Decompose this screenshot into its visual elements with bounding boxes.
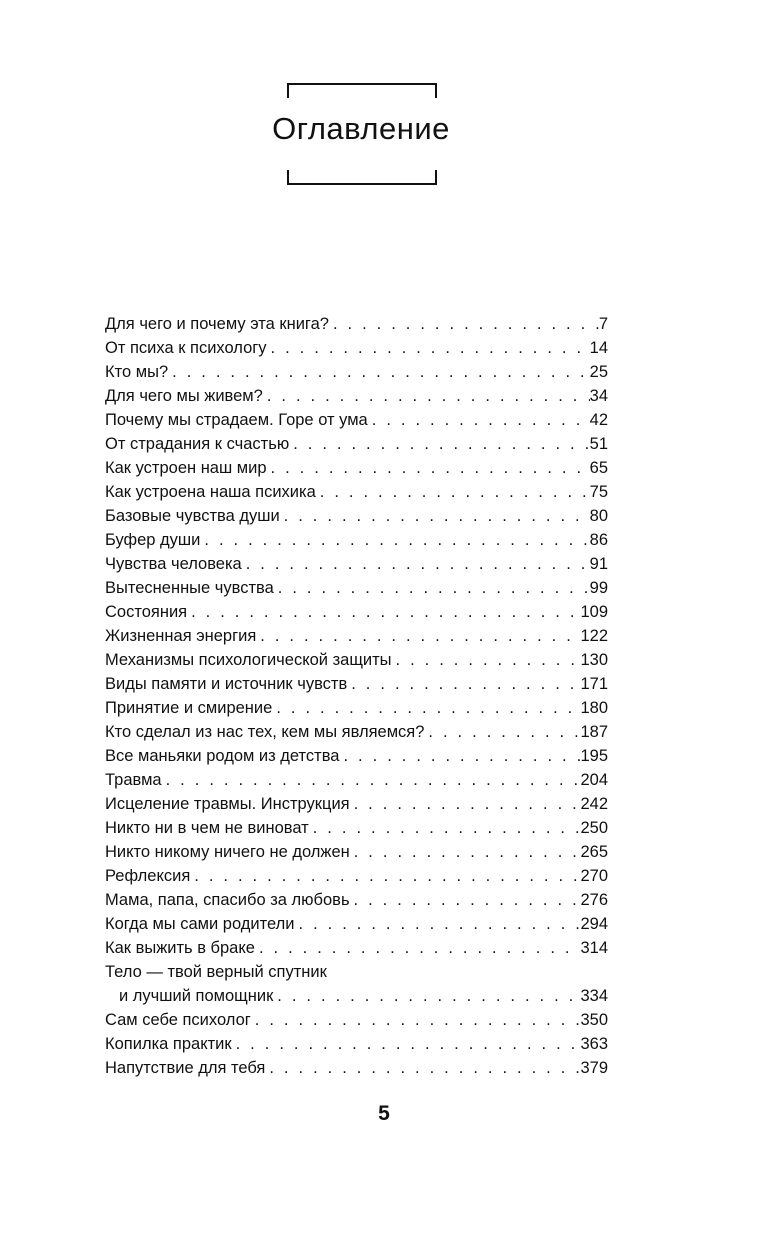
toc-entry	[105, 408, 608, 432]
toc-entry-page: 65	[589, 459, 608, 477]
toc-leader-dots	[280, 504, 590, 528]
toc-leader-dots	[350, 840, 581, 864]
toc-entry-page: 171	[580, 675, 608, 693]
toc-entry	[105, 1032, 608, 1056]
toc-leader-dots	[242, 552, 590, 576]
toc-entry	[105, 936, 608, 960]
page-number: 5	[378, 1102, 390, 1125]
toc-entry-page: 122	[580, 627, 608, 645]
toc-entry-page: 86	[589, 531, 608, 549]
toc-leader-dots	[190, 864, 580, 888]
toc-entry-page: 180	[580, 699, 608, 717]
toc-entry-title: Копилка практик	[105, 1035, 232, 1053]
toc-entry-title: Кто сделал из нас тех, кем мы являемся?	[105, 723, 425, 741]
toc-entry-title: От психа к психологу	[105, 339, 267, 357]
toc-leader-dots	[256, 624, 580, 648]
toc-leader-dots	[265, 1056, 580, 1080]
toc-entry-page: 204	[580, 771, 608, 789]
toc-entry-page: 242	[580, 795, 608, 813]
toc-entry	[105, 552, 608, 576]
toc-entry	[105, 648, 608, 672]
toc-leader-dots	[200, 528, 589, 552]
toc-entry	[105, 1008, 608, 1032]
toc-entry-continuation	[105, 984, 608, 1008]
toc-entry-page: 314	[580, 939, 608, 957]
toc-entry-title: Исцеление травмы. Инструкция	[105, 795, 350, 813]
toc-entry	[105, 816, 608, 840]
toc-entry	[105, 312, 608, 336]
toc-entry-title: Тело — твой верный спутник	[105, 963, 327, 981]
toc-leader-dots	[350, 792, 581, 816]
toc-entry-page: 379	[580, 1059, 608, 1077]
toc-entry	[105, 504, 608, 528]
toc-entry-page: 25	[589, 363, 608, 381]
toc-entry-title: Механизмы психологической защиты	[105, 651, 392, 669]
toc-entry-title: Травма	[105, 771, 162, 789]
toc-entry-title: Состояния	[105, 603, 188, 621]
toc-entry-title: Для чего и почему эта книга?	[105, 315, 329, 333]
toc-entry-title: Базовые чувства души	[105, 507, 280, 525]
toc-entry	[105, 720, 608, 744]
toc-entry-page: 75	[589, 483, 608, 501]
toc-leader-dots	[339, 744, 580, 768]
toc-entry-page: 99	[589, 579, 608, 597]
toc-entry	[105, 888, 608, 912]
toc-leader-dots	[272, 696, 580, 720]
toc-leader-dots	[309, 816, 581, 840]
toc-leader-dots	[267, 336, 590, 360]
toc-entry-page: 265	[580, 843, 608, 861]
toc-entry-title: Как устроен наш мир	[105, 459, 267, 477]
toc-entry-page: 276	[580, 891, 608, 909]
toc-entry	[105, 336, 608, 360]
toc-leader-dots	[350, 888, 581, 912]
toc-entry	[105, 528, 608, 552]
toc-entry	[105, 768, 608, 792]
toc-entry	[105, 624, 608, 648]
toc-entry-title: Для чего мы живем?	[105, 387, 263, 405]
toc-entry	[105, 864, 608, 888]
toc-entry	[105, 744, 608, 768]
toc-leader-dots	[295, 912, 581, 936]
toc-entry-title: Как выжить в браке	[105, 939, 255, 957]
toc-entry-title: Никто никому ничего не должен	[105, 843, 350, 861]
toc-entry-page: 109	[580, 603, 608, 621]
toc-leader-dots	[162, 768, 581, 792]
toc-entry	[105, 480, 608, 504]
toc-leader-dots	[168, 360, 590, 384]
toc-entry-page: 294	[580, 915, 608, 933]
toc-leader-dots	[329, 312, 599, 336]
toc-entry-title-continuation: и лучший помощник	[119, 987, 274, 1005]
toc-entry	[105, 1056, 608, 1080]
toc-entry-page: 14	[589, 339, 608, 357]
toc-entry-page: 42	[589, 411, 608, 429]
toc-entry-page: 270	[580, 867, 608, 885]
toc-entry	[105, 696, 608, 720]
toc-entry-page: 250	[580, 819, 608, 837]
toc-entry	[105, 360, 608, 384]
toc-entry-page: 91	[589, 555, 608, 573]
toc-leader-dots	[273, 984, 580, 1008]
toc-entry-first-line	[105, 960, 608, 984]
toc-entry-page: 195	[580, 747, 608, 765]
toc-entry-title: Жизненная энергия	[105, 627, 257, 645]
toc-entry	[105, 600, 608, 624]
toc-entry-page: 350	[580, 1011, 608, 1029]
toc-leader-dots	[187, 600, 580, 624]
page-title: Оглавление	[272, 111, 450, 146]
toc-entry	[105, 456, 608, 480]
toc-entry-title: Чувства человека	[105, 555, 242, 573]
toc-leader-dots	[255, 936, 581, 960]
toc-entry	[105, 432, 608, 456]
toc-entry-title: Почему мы страдаем. Горе от ума	[105, 411, 368, 429]
toc-entry-page: 7	[598, 315, 608, 333]
title-bracket-top	[287, 83, 437, 98]
toc-entry-page: 80	[589, 507, 608, 525]
toc-entry-title: Когда мы сами родители	[105, 915, 295, 933]
toc-leader-dots	[267, 456, 590, 480]
toc-entry-title: Кто мы?	[105, 363, 169, 381]
title-bracket-bottom	[287, 170, 437, 185]
toc-leader-dots	[274, 576, 590, 600]
toc-entry-title: Никто ни в чем не виноват	[105, 819, 309, 837]
toc-entry-title: От страдания к счастью	[105, 435, 290, 453]
toc-entry	[105, 792, 608, 816]
toc-entry-page: 51	[589, 435, 608, 453]
toc-entry	[105, 672, 608, 696]
toc-entry-title: Сам себе психолог	[105, 1011, 251, 1029]
toc-leader-dots	[263, 384, 590, 408]
toc-entry-title: Все маньяки родом из детства	[105, 747, 340, 765]
toc-leader-dots	[368, 408, 590, 432]
toc-entry-page: 334	[580, 987, 608, 1005]
title-frame	[272, 83, 450, 185]
toc-entry-page: 130	[580, 651, 608, 669]
toc-entry-title: Виды памяти и источник чувств	[105, 675, 348, 693]
toc-entry-title: Рефлексия	[105, 867, 191, 885]
toc-entry	[105, 840, 608, 864]
toc-entry	[105, 912, 608, 936]
toc-leader-dots	[392, 648, 581, 672]
toc-leader-dots	[316, 480, 590, 504]
table-of-contents	[105, 312, 608, 1080]
toc-entry-title: Вытесненные чувства	[105, 579, 274, 597]
toc-entry-title: Мама, папа, спасибо за любовь	[105, 891, 350, 909]
toc-entry-title: Принятие и смирение	[105, 699, 273, 717]
toc-leader-dots	[232, 1032, 581, 1056]
toc-entry	[105, 384, 608, 408]
toc-entry-page: 187	[580, 723, 608, 741]
toc-leader-dots	[347, 672, 580, 696]
toc-entry-page: 363	[580, 1035, 608, 1053]
toc-entry-title: Буфер души	[105, 531, 201, 549]
toc-leader-dots	[289, 432, 589, 456]
toc-leader-dots	[251, 1008, 581, 1032]
toc-entry-title: Как устроена наша психика	[105, 483, 316, 501]
toc-leader-dots	[424, 720, 580, 744]
toc-entry-title: Напутствие для тебя	[105, 1059, 266, 1077]
toc-entry	[105, 576, 608, 600]
toc-entry-page: 34	[589, 387, 608, 405]
